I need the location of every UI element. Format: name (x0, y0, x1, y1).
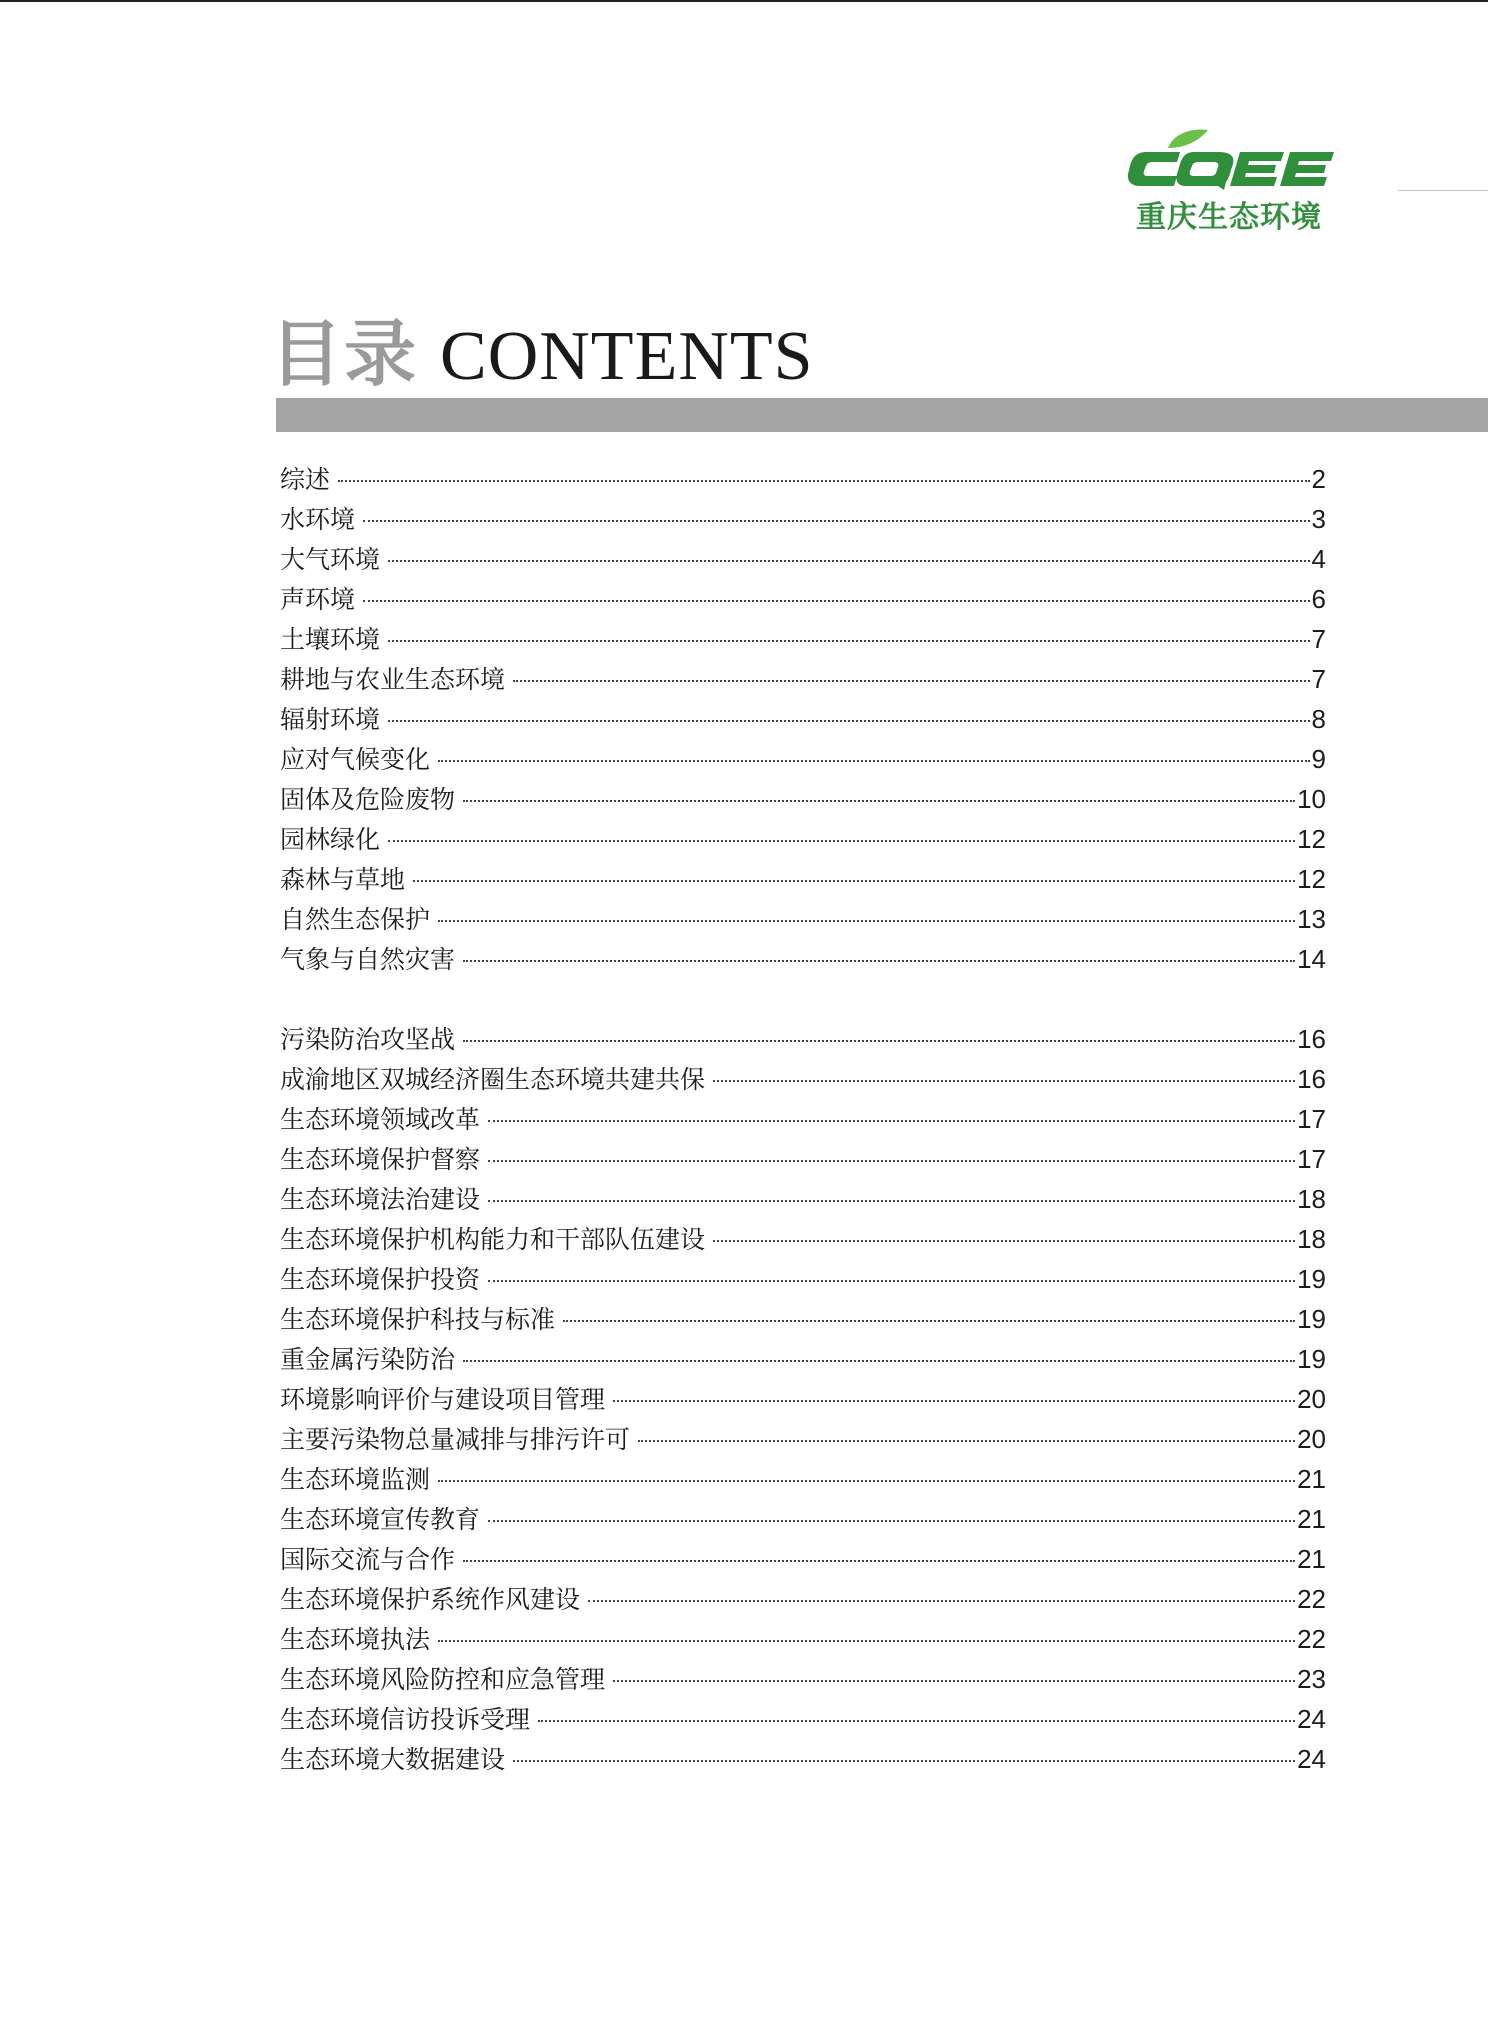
toc-entry[interactable] (280, 739, 1326, 779)
toc-entry-title: 固体及危险废物 (280, 785, 456, 814)
toc-entry-page: 2 (1311, 464, 1326, 494)
toc-entry-title: 生态环境保护机构能力和干部队伍建设 (280, 1225, 706, 1254)
side-rule (1398, 190, 1488, 191)
toc-entry[interactable] (280, 1699, 1326, 1739)
toc-entry[interactable] (280, 939, 1326, 979)
toc-entry-page: 18 (1297, 1224, 1326, 1254)
toc-leader-dots (388, 640, 1310, 642)
toc-entry-page: 7 (1311, 664, 1326, 694)
toc-entry-title: 园林绿化 (280, 825, 381, 854)
toc-leader-dots (463, 800, 1295, 802)
toc-leader-dots (488, 1280, 1295, 1282)
toc-entry-title: 生态环境宣传教育 (280, 1505, 481, 1534)
toc-entry-page: 7 (1311, 624, 1326, 654)
toc-leader-dots (588, 1600, 1295, 1602)
toc-entry-title: 生态环境执法 (280, 1625, 431, 1654)
toc-leader-dots (438, 1640, 1295, 1642)
toc-entry-page: 14 (1297, 944, 1326, 974)
toc-entry[interactable] (280, 1099, 1326, 1139)
toc-entry[interactable] (280, 1179, 1326, 1219)
toc-leader-dots (513, 1760, 1295, 1762)
toc-leader-dots (338, 480, 1310, 482)
toc-entry[interactable] (280, 1619, 1326, 1659)
toc-leader-dots (463, 960, 1295, 962)
toc-group-2 (280, 1019, 1326, 1779)
toc-entry-title: 重金属污染防治 (280, 1345, 456, 1374)
toc-entry-page: 10 (1297, 784, 1326, 814)
toc-entry[interactable] (280, 1459, 1326, 1499)
toc-entry[interactable] (280, 659, 1326, 699)
toc-entry-title: 生态环境监测 (280, 1465, 431, 1494)
toc-entry[interactable] (280, 539, 1326, 579)
toc-entry-page: 20 (1297, 1424, 1326, 1454)
table-of-contents (280, 459, 1326, 1779)
toc-leader-dots (363, 600, 1310, 602)
toc-leader-dots (438, 920, 1295, 922)
toc-leader-dots (463, 1560, 1295, 1562)
toc-entry-page: 18 (1297, 1184, 1326, 1214)
toc-entry-title: 综述 (280, 465, 331, 494)
toc-entry-title: 生态环境保护科技与标准 (280, 1305, 556, 1334)
toc-entry-title: 自然生态保护 (280, 905, 431, 934)
toc-entry-page: 12 (1297, 864, 1326, 894)
toc-entry-title: 生态环境保护督察 (280, 1145, 481, 1174)
toc-leader-dots (538, 1720, 1295, 1722)
toc-entry-page: 22 (1297, 1624, 1326, 1654)
toc-leader-dots (488, 1520, 1295, 1522)
page-title (270, 296, 814, 396)
toc-leader-dots (438, 1480, 1295, 1482)
toc-entry[interactable] (280, 1579, 1326, 1619)
toc-entry-title: 声环境 (280, 585, 356, 614)
toc-leader-dots (463, 1360, 1295, 1362)
toc-entry-title: 大气环境 (280, 545, 381, 574)
toc-entry[interactable] (280, 1659, 1326, 1699)
toc-entry[interactable] (280, 699, 1326, 739)
toc-leader-dots (463, 1040, 1295, 1042)
toc-entry-title: 辐射环境 (280, 705, 381, 734)
toc-entry[interactable] (280, 1339, 1326, 1379)
toc-entry[interactable] (280, 1019, 1326, 1059)
title-chinese: 目录 (270, 312, 419, 396)
toc-leader-dots (388, 840, 1295, 842)
toc-leader-dots (363, 520, 1310, 522)
toc-entry-page: 16 (1297, 1064, 1326, 1094)
toc-entry-title: 森林与草地 (280, 865, 406, 894)
toc-leader-dots (613, 1400, 1295, 1402)
toc-entry-page: 3 (1311, 504, 1326, 534)
toc-entry-title: 环境影响评价与建设项目管理 (280, 1385, 606, 1414)
toc-entry-page: 23 (1297, 1664, 1326, 1694)
toc-entry[interactable] (280, 859, 1326, 899)
toc-leader-dots (438, 760, 1310, 762)
toc-entry[interactable] (280, 1299, 1326, 1339)
toc-entry-title: 生态环境大数据建设 (280, 1745, 506, 1774)
toc-entry-page: 9 (1311, 744, 1326, 774)
toc-leader-dots (513, 680, 1310, 682)
toc-entry[interactable] (280, 499, 1326, 539)
toc-entry-page: 12 (1297, 824, 1326, 854)
title-english: CONTENTS (440, 318, 814, 395)
toc-entry-page: 19 (1297, 1304, 1326, 1334)
title-underline-bar (276, 398, 1488, 432)
toc-entry-page: 24 (1297, 1744, 1326, 1774)
top-border (0, 0, 1488, 2)
logo-name: 重庆生态环境 (1136, 200, 1322, 235)
toc-entry-title: 生态环境风险防控和应急管理 (280, 1665, 606, 1694)
toc-entry-title: 主要污染物总量减排与排污许可 (280, 1425, 631, 1454)
toc-entry-page: 8 (1311, 704, 1326, 734)
toc-entry[interactable] (280, 459, 1326, 499)
toc-entry[interactable] (280, 1219, 1326, 1259)
toc-entry-page: 19 (1297, 1264, 1326, 1294)
toc-entry[interactable] (280, 579, 1326, 619)
toc-entry[interactable] (280, 1739, 1326, 1779)
toc-entry-page: 17 (1297, 1104, 1326, 1134)
cqee-logo-mark (1128, 128, 1338, 190)
toc-entry[interactable] (280, 1059, 1326, 1099)
toc-entry-page: 13 (1297, 904, 1326, 934)
toc-entry-page: 21 (1297, 1464, 1326, 1494)
toc-entry-title: 耕地与农业生态环境 (280, 665, 506, 694)
toc-entry-title: 生态环境信访投诉受理 (280, 1705, 531, 1734)
toc-leader-dots (388, 720, 1310, 722)
toc-entry-title: 生态环境保护投资 (280, 1265, 481, 1294)
toc-entry[interactable] (280, 1419, 1326, 1459)
toc-entry-page: 20 (1297, 1384, 1326, 1414)
toc-leader-dots (638, 1440, 1295, 1442)
toc-entry-title: 应对气候变化 (280, 745, 431, 774)
toc-entry-title: 污染防治攻坚战 (280, 1025, 456, 1054)
toc-entry[interactable] (280, 619, 1326, 659)
toc-entry-page: 6 (1311, 584, 1326, 614)
toc-entry[interactable] (280, 1139, 1326, 1179)
toc-entry-title: 水环境 (280, 505, 356, 534)
toc-entry-title: 国际交流与合作 (280, 1545, 456, 1574)
toc-entry[interactable] (280, 1379, 1326, 1419)
toc-leader-dots (713, 1080, 1295, 1082)
toc-leader-dots (388, 560, 1310, 562)
toc-entry[interactable] (280, 1539, 1326, 1579)
toc-leader-dots (488, 1120, 1295, 1122)
toc-entry-title: 成渝地区双城经济圈生态环境共建共保 (280, 1065, 706, 1094)
toc-entry-page: 22 (1297, 1584, 1326, 1614)
toc-entry-page: 17 (1297, 1144, 1326, 1174)
toc-leader-dots (563, 1320, 1295, 1322)
toc-entry-page: 19 (1297, 1344, 1326, 1374)
toc-entry-page: 16 (1297, 1024, 1326, 1054)
toc-leader-dots (488, 1160, 1295, 1162)
toc-entry-page: 21 (1297, 1504, 1326, 1534)
toc-leader-dots (488, 1200, 1295, 1202)
toc-entry[interactable] (280, 1259, 1326, 1299)
toc-entry[interactable] (280, 1499, 1326, 1539)
toc-entry-title: 气象与自然灾害 (280, 945, 456, 974)
toc-leader-dots (413, 880, 1295, 882)
toc-entry[interactable] (280, 779, 1326, 819)
toc-entry-title: 生态环境领域改革 (280, 1105, 481, 1134)
toc-leader-dots (613, 1680, 1295, 1682)
toc-entry[interactable] (280, 899, 1326, 939)
cqee-logo (1128, 128, 1338, 235)
toc-entry-title: 土壤环境 (280, 625, 381, 654)
toc-entry[interactable] (280, 819, 1326, 859)
toc-entry-page: 24 (1297, 1704, 1326, 1734)
toc-entry-page: 21 (1297, 1544, 1326, 1574)
toc-entry-page: 4 (1311, 544, 1326, 574)
toc-entry-title: 生态环境法治建设 (280, 1185, 481, 1214)
toc-group-1 (280, 459, 1326, 979)
toc-entry-title: 生态环境保护系统作风建设 (280, 1585, 581, 1614)
toc-leader-dots (713, 1240, 1295, 1242)
